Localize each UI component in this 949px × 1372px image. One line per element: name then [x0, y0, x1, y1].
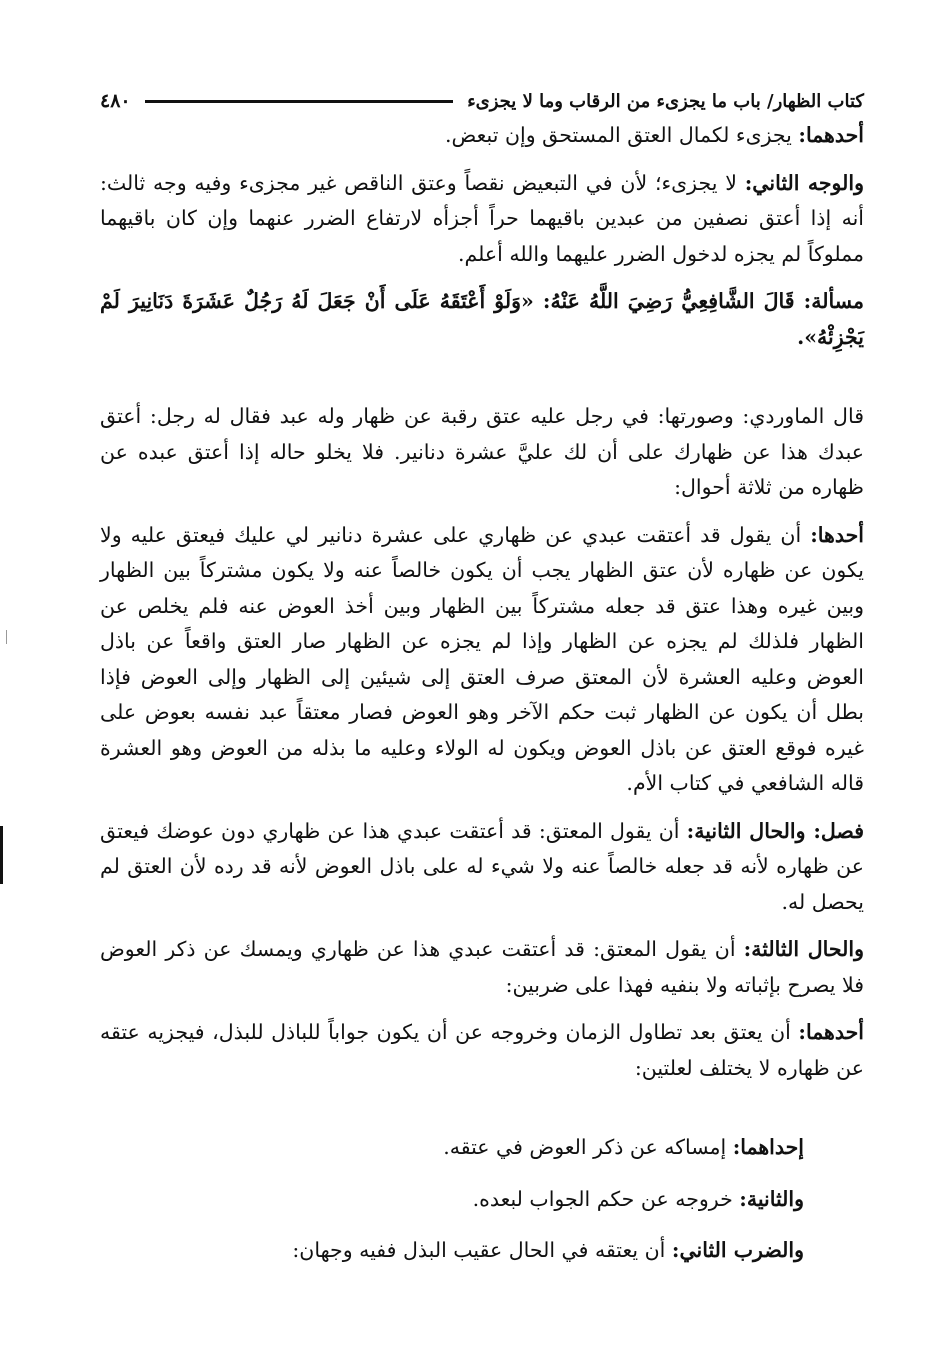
paragraph-second-reason — [100, 1182, 804, 1218]
paragraph-first-case — [100, 518, 864, 802]
paragraph-lead: أحدهما: — [798, 123, 864, 147]
shafii-quote: قَالَ الشَّافِعِيُّ رَضِيَ اللَّهُ عَنْهُ: «وَلَوْ أَعْتَقَهُ عَلَى أَنْ جَعَلَ لَهُ رَجُلٌ عَشَرَةَ دَنَانِيرَ لَمْ يَجْزِئْهُ». — [100, 289, 864, 349]
paragraph-first-reason — [100, 1130, 804, 1166]
page-number: ٤٨٠ — [100, 90, 131, 112]
paragraph-first-type — [100, 1015, 864, 1086]
paragraph-lead: والثانية: — [739, 1186, 804, 1211]
paragraph-first-aspect — [100, 118, 864, 154]
paragraph-text: قال الماوردي: وصورتها: في رجل عليه عتق رقبة عن ظهار وله عبد فقال له رجل: أعتق عبدك هذا عن ظهارك على أن لك عليَّ عشرة دنانير. فلا يخلو حاله إذا أعتق عبده عن ظهاره من ثلاثة أحوال: — [100, 404, 864, 499]
paragraph-masala — [100, 284, 864, 355]
paragraph-lead: والوجه الثاني: — [744, 170, 864, 195]
running-title: كتاب الظهار/ باب ما يجزىء من الرقاب وما لا يجزىء — [467, 90, 864, 112]
paragraph-lead: أحدها: — [810, 522, 864, 547]
paragraph-text: يجزىء لكمال العتق المستحق وإن تبعض. — [445, 123, 799, 147]
paragraph-lead: أحدهما: — [798, 1020, 864, 1044]
paragraph-lead: فصل: والحال الثانية: — [686, 818, 864, 843]
paragraph-text: لا يجزىء؛ لأن في التبعيض نقصاً وعتق الناقص غير مجزىء وفيه وجه ثالث: أنه إذا أعتق نصفين من عبدين باقيهما حراً أجزأه لارتفاع الضرر عنهما وإن كان باقيهما مملوكاً لم يجزه لدخول الضرر عليهما والله أعلم. — [100, 170, 864, 266]
scan-edge-tick — [6, 630, 7, 644]
paragraph-text: إمساكه عن ذكر العوض في عتقه. — [443, 1135, 733, 1159]
page-body — [100, 118, 864, 1285]
paragraph-text: أن يقول المعتق: قد أعتقت عبدي هذا عن ظهاري ويمسك عن ذكر العوض فلا يصرح بإثباته ولا بنفيه فهذا على ضربين: — [100, 937, 864, 997]
paragraph-lead: مسألة: — [803, 289, 864, 313]
paragraph-second-aspect — [100, 166, 864, 273]
paragraph-lead: والضرب الثاني: — [671, 1238, 804, 1262]
paragraph-second-type — [100, 1233, 804, 1269]
paragraph-lead: إحداهما: — [732, 1135, 804, 1159]
header-rule — [145, 100, 454, 103]
paragraph-text: أن يقول قد أعتقت عبدي عن ظهاري على عشرة دنانير لي عليك فيعتق عليه ولا يكون عن ظهاره لأن عتق الظهار يجب أن يكون خالصاً عنه ولا يكون مشتركاً بين الظهار وبين غيره وهذا عتق قد جعله مشتركاً بين الظهار وبين أخذ العوض عنه فلم يخلص عن الظهار فلذلك لم يجزه عن الظهار وإذا لم يجزه عن الظهار صار العتق واقعاً عن باذل العوض وعليه العشرة لأن المعتق صرف العتق إلى شيئين إلى الظهار وإلى العوض فإذا بطل أن يكون عن الظهار ثبت حكم الآخر وهو العوض فصار معتقاً عبد نفسه بعوض على غيره فوقع العتق عن باذل العوض ويكون له الولاء وعليه ما بذله من العوض وهو العشرة قاله الشافعي في كتاب الأم. — [100, 522, 864, 795]
scan-edge-mark — [0, 826, 3, 884]
paragraph-third-case — [100, 932, 864, 1003]
paragraph-second-case — [100, 814, 864, 921]
running-header — [100, 84, 864, 118]
paragraph-text: أن يعتق بعد تطاول الزمان وخروجه عن أن يكون جواباً للباذل للبذل، فيجزيه عتقه عن ظهاره لا يختلف لعلتين: — [100, 1020, 864, 1080]
paragraph-text: خروجه عن حكم الجواب لبعده. — [472, 1186, 740, 1211]
paragraph-text: أن يعتقه في الحال عقيب البذل ففيه وجهان: — [292, 1238, 672, 1262]
paragraph-text: أن يقول المعتق: قد أعتقت عبدي هذا عن ظهاري دون عوضك فيعتق عن ظهاره لأنه قد جعله خالصاً عنه ولا شيء له على باذل العوض لأنه قد رده لأن العتق لم يحصل له. — [100, 818, 864, 914]
paragraph-mawardi — [100, 399, 864, 506]
paragraph-lead: والحال الثالثة: — [743, 937, 864, 961]
